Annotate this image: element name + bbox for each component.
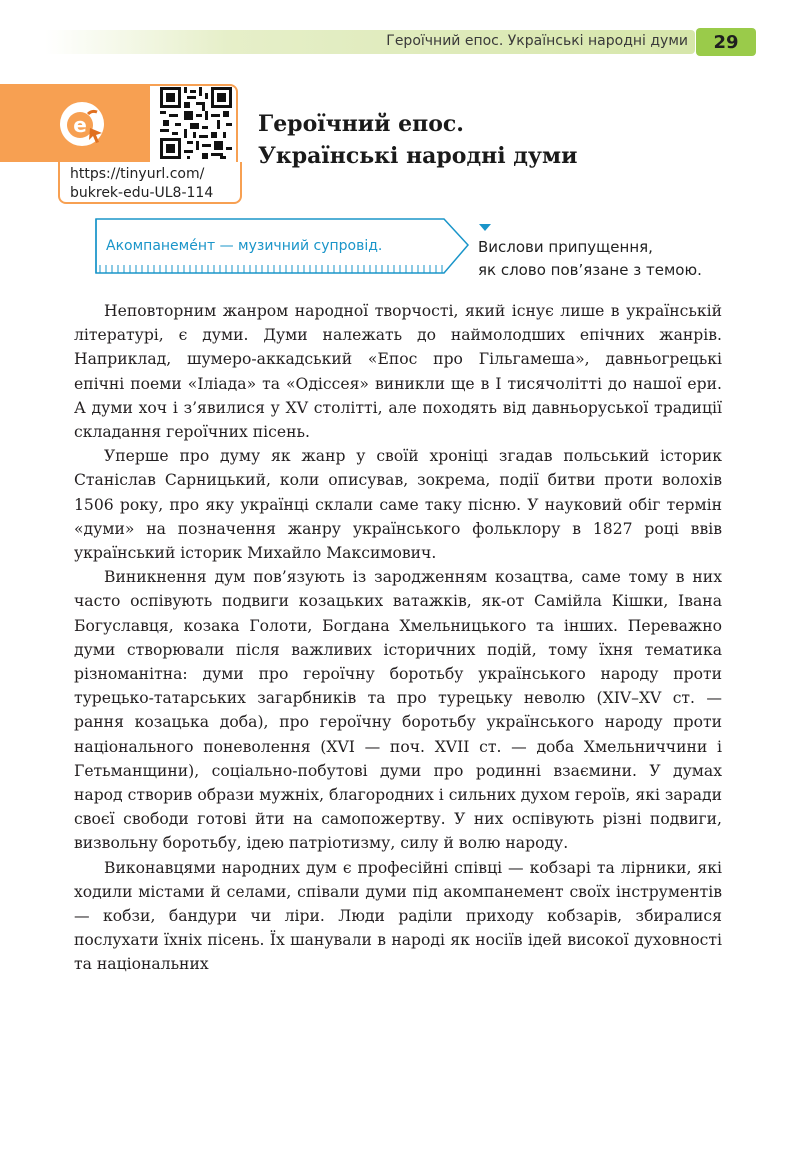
tip-text	[478, 236, 702, 282]
definition-text: Акомпанеме́нт — музичний супровід.	[106, 238, 383, 254]
tip-line2: як слово пов’язане з темою.	[478, 261, 702, 279]
running-title: Героїчний епос. Українські народні думи	[386, 33, 688, 49]
paragraph: Уперше про думу як жанр у своїй хроніці згадав польський історик Станіслав Сарницький, коли описував, зокрема, події битви проти волохів 1506 року, про яку українці склали саме таку пісню. У науковий обіг термін «думи» на позначення жанру українського фольклору в 1827 році ввів український історик Михайло Максимович.	[74, 447, 722, 563]
resource-url[interactable]	[70, 165, 213, 203]
page-title	[258, 108, 577, 172]
page-title-line2: Українські народні думи	[258, 143, 578, 169]
paragraph: Неповторним жанром народної творчості, який існує лише в українській літературі, є думи. Думи належать до наймолодших епічних жанрів. Наприклад, шумеро-аккадський «Епос про Гільгамеша», давньогрецькі епічні поеми «Іліада» та «Одіссея» виникли ще в І тисячолітті до нашої ери. А думи хоч і з’явилися у XV столітті, але походять від давньоруської традиції складання героїчних пісень.	[74, 302, 722, 442]
e-learning-icon[interactable]	[60, 102, 104, 146]
qr-code-icon[interactable]	[160, 87, 232, 159]
resource-url-line2: bukrek-edu-UL8-114	[70, 185, 214, 201]
paragraph: Виникнення дум пов’язують із зародженням козацтва, саме тому в них часто оспівують подвиги козацьких ватажків, як-от Самійла Кішки, Івана Богуславця, козака Голоти, Богдана Хмельницького та інших. Переважно думи створювали після важливих історичних подій, тому їхня тематика різноманітна: думи про героїчну боротьбу українського народу проти турецько-татарських загарбників та про турецьку неволю (XIV–XV ст. — рання козацька доба), про героїчну боротьбу українського народу проти національного поневолення (XVI — поч. XVII ст. — доба Хмельниччини і Гетьманщини), соціально-побутові думи про родинні взаємини. У думах народ створив образи мужніх, благородних і сильних духом героїв, які заради своєї свободи готові йти на самопожертву. У них оспівують різні подвиги, визвольну боротьбу, ідею патріотизму, силу й волю народу.	[74, 568, 722, 853]
tip-line1: Вислови припущення,	[478, 238, 653, 256]
paragraph: Виконавцями народних дум є професійні співці — кобзарі та лірники, які ходили містами й селами, співали думи під акомпанемент своїх інструментів — кобзи, бандури чи ліри. Люди раділи приходу кобзарів, збиралися послухати їхніх пісень. Їх шанували в народі як носіїв ідей високої духовності та національних	[74, 858, 722, 974]
page-title-line1: Героїчний епос.	[258, 111, 464, 137]
page-number: 29	[696, 28, 756, 56]
body-text	[74, 299, 722, 977]
svg-text:e: e	[73, 113, 87, 137]
tip-marker-icon	[479, 224, 491, 231]
resource-url-line1: https://tinyurl.com/	[70, 166, 205, 182]
